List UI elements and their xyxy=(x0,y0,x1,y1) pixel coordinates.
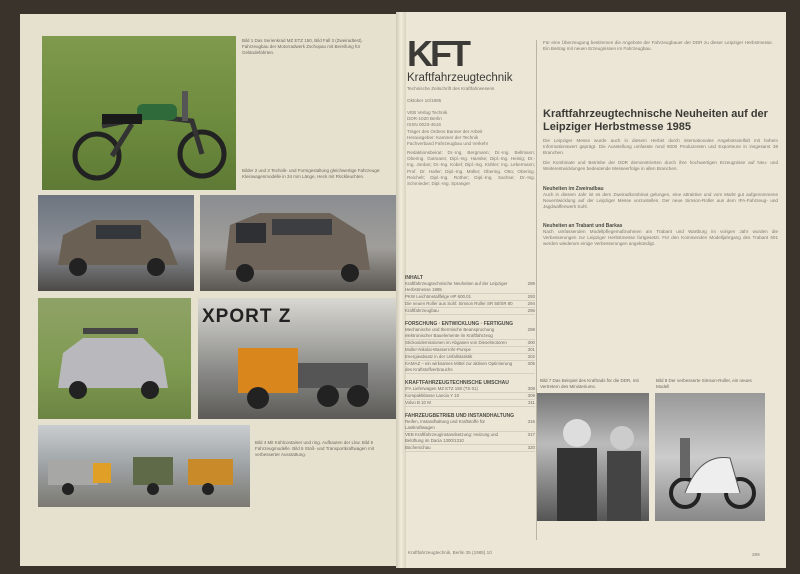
toc-entry xyxy=(405,432,535,445)
caption-bild-8: Bild 8 Der verbesserte Simson-Roller, ein neues Modell xyxy=(656,378,752,389)
toc-entry-title: Volvo B 10 M xyxy=(405,400,431,405)
photo-scooter xyxy=(655,393,765,521)
toc-entry-title: IFA Lieferwagen MZ ETZ 150 (TS 01) xyxy=(405,386,478,391)
toc-entry-title: Muller-Nikolai-Wasserrohr-Pumpe xyxy=(405,347,471,352)
toc-entry xyxy=(405,354,535,361)
article-intro: Für eine Überzeugung bestimmen die Angebote der Fahrzeugbauer der DDR zu dieser Leipziger Herbstmesse. Ein Beitrag mit neuen Erzeugnissen im Fahrzeugbau. xyxy=(543,40,773,52)
publisher-line: VEB Verlag Technik xyxy=(407,110,448,115)
caption-bild-2-3: Bilder 2 und 3 Technik- und Formgestaltung gleichwertige Fahrzeuge: Kleinwagenmodelle in 34 mm Länge, Heck mit Rückleuchten. xyxy=(242,168,381,179)
toc-entry-title: Kompaktklasse Lancia Y 10 xyxy=(405,393,460,398)
publisher-line: Fachverband Fahrzeugbau und Verkehr xyxy=(407,141,489,147)
toc-entry-page: 316 xyxy=(527,419,535,424)
toc-entry-page: 296 xyxy=(527,308,535,313)
toc-entry-title: VEB Kraftfahrzeuginstandsetzung: Heizung und Belüftung im Dacia 1300/1310 xyxy=(405,432,498,443)
toc-entry-page: 298 xyxy=(527,327,535,332)
photo-motorcycle xyxy=(42,36,236,190)
toc-entry xyxy=(405,301,535,308)
toc-entry-page: 308 xyxy=(527,386,535,391)
toc-entry-title: Energieabsatz in der Unfallstatistik xyxy=(405,354,473,359)
table-of-contents xyxy=(405,275,535,452)
toc-entry xyxy=(405,419,535,432)
magazine-title: Kraftfahrzeugtechnik xyxy=(407,72,513,84)
toc-entry-title: KAMAZ – ein wirksames Mittel zur aktiven Optimierung des Kraftstoffverbrauchs xyxy=(405,361,513,372)
toc-entry xyxy=(405,445,535,452)
article-heading: Kraftfahrzeugtechnische Neuheiten auf der Leipziger Herbstmesse 1985 xyxy=(543,108,768,133)
toc-entry-page: 302 xyxy=(527,354,535,359)
caption-bild-1: Bild 1 Das Serienkrad MZ ETZ 150, Bild Fall 3 (Zweiradtest). Fahrzeugbau der Motorradwerk Zschopau mit Bereifung für Geländefahrten. xyxy=(242,38,363,55)
magazine-subtitle: Technische Zeitschrift des Kraftfahrwesens xyxy=(407,86,495,91)
toc-entry xyxy=(405,400,535,407)
toc-entry-page: 317 xyxy=(527,432,535,437)
publisher-line: Träger des Ordens Banner der Arbeit xyxy=(407,128,483,134)
publisher-line: ISSN 0023-4516 xyxy=(407,122,441,128)
toc-entry-page: 294 xyxy=(527,301,535,306)
photo-vehicles-yard xyxy=(38,425,250,507)
motorcycle-icon xyxy=(42,36,236,190)
toc-entry xyxy=(405,327,535,340)
footer-citation: Kraftfahrzeugtechnik, Berlin 35 (1985) 10 xyxy=(408,550,492,555)
toc-entry-title: Stickoxidemissionen im Abgasen von Dieselmotoren xyxy=(405,340,507,345)
toc-entry-page: 311 xyxy=(528,400,535,405)
toc-entry-page: 305 xyxy=(527,361,535,366)
toc-entry xyxy=(405,386,535,393)
photo-truck xyxy=(198,298,396,419)
toc-section-heading: KRAFTFAHRZEUGTECHNISCHE UMSCHAU xyxy=(405,380,509,386)
subheading-trabant: Neuheiten an Trabant und Barkas xyxy=(543,222,623,229)
toc-entry-page: 293 xyxy=(527,294,535,299)
publisher-info xyxy=(407,110,537,147)
article-body xyxy=(543,138,778,247)
toc-entry xyxy=(405,393,535,400)
toc-entry-page: 320 xyxy=(527,445,535,450)
caption-bild-7: Bild 7 Das Beispiel des Kraftrads für die DDR, mit Vertretern des Ministeriums. xyxy=(540,378,639,389)
toc-entry-page: 300 xyxy=(527,340,535,345)
photo-officials xyxy=(537,393,649,521)
page-number: 289 xyxy=(752,552,760,557)
toc-entry-title: Mechanische und thermische Beanspruchung elektronischer Bauelemente im Kraftfahrzeug xyxy=(405,327,495,338)
toc-entry-title: Kraftfahrzeugbau xyxy=(405,308,439,313)
publisher-line: Herausgeber: Kammer der Technik xyxy=(407,134,479,140)
toc-entry-title: PKW Leichtmetallfelge HP 600.01 xyxy=(405,294,472,299)
photo-car-rear xyxy=(200,195,396,291)
toc-entry xyxy=(405,294,535,301)
article-paragraph: Auch in diesem Jahr ist es dem Zweiradkombinat gelungen, eine attraktive und vom Markt gut aufgenommene Neuentwicklung auf der Leipziger Messe vorzustellen. Der neue Simson-Roller aus dem IFA-Fahrzeug- und Jagdwaffenwerk Suhl. xyxy=(543,192,778,210)
article-paragraph: Nach umfassenden Modellpflegemaßnahmen am Trabant und Wartburg im vorigen Jahr wurden die Verbesserungen zur Leipziger Herbstmesse fortgesetzt. Für den Kommenden Modelljahrgang des Trabant 601 werden wiederum einige Verbesserungen angekündigt. xyxy=(543,228,778,247)
toc-entry xyxy=(405,308,535,315)
publisher-line: DDR-1020 Berlin xyxy=(407,116,442,122)
toc-entry-title: Kraftfahrzeugtechnische Neuheiten auf der Leipziger Herbstmesse 1985 xyxy=(405,281,508,292)
caption-bild-4-6: Bild 4 Mit Kühlcontainer und ring. Aufbauten der Lkw. Bild 5 Fahrzeugmodelle. Bild 6 Stoß- und Transportkraftwagen mit verbesserter Ausstattung. xyxy=(255,440,375,457)
photo-car-side xyxy=(38,195,194,291)
kft-logo: KFT xyxy=(407,33,468,74)
toc-entry-title: Reifen, Instandhaltung und Kraftstoffe für Lastkraftwagen xyxy=(405,419,485,430)
toc-section-heading: FORSCHUNG · ENTWICKLUNG · FERTIGUNG xyxy=(405,321,514,327)
toc-entry-page: 301 xyxy=(527,347,535,352)
article-paragraph: Die Kombinate und Betriebe der DDR demonstrierten durch ihre hochwertigen Erzeugnisse auf Neu- und Weiterentwicklungen bedeutende Messeerfolge in allen Branchen. xyxy=(543,159,778,171)
toc-entry xyxy=(405,340,535,347)
toc-entry xyxy=(405,281,535,294)
toc-entry-page: 309 xyxy=(527,393,535,398)
photo-station-wagon xyxy=(38,298,191,419)
article-paragraph: Die Leipziger Messe wurde auch in diesem Herbst durch internationales Angebotsvielfalt mit hohem Informationswert geprägt. Die Ausstellung umfasste rund 6000 Produzenten und Exporteure in insgesamt 38 Branchen. xyxy=(543,138,778,156)
toc-section-heading: FAHRZEUGBETRIEB UND INSTANDHALTUNG xyxy=(405,413,514,419)
toc-entry xyxy=(405,347,535,354)
toc-entry-title: Bücherschau xyxy=(405,445,431,450)
subheading-zweiradbau: Neuheiten im Zweiradbau xyxy=(543,186,604,193)
toc-entry-page: 289 xyxy=(527,281,535,286)
toc-title: INHALT xyxy=(405,275,423,281)
toc-entry-title: Die neuen Roller aus Suhl: Simson Roller SR 50/SR 80 xyxy=(405,301,513,306)
toc-entry xyxy=(405,361,535,374)
editorial-board: Redaktionsbeirat: Dr.-Ing. Bergmann; Dr.-Ing. Bellmann; Obering. Gutmann; Dipl.-Ing. Hanske; Dipl.-Ing. Heinig; Dr.-Ing. Jordan; Dr.-Ing. Kobel; Dipl.-Ing. Kühler; Ing. Lebermann; Prof. Dr. Haller; Dipl.-Ing. Müller; Obering. Otto; Obering. Reichelt; Dipl.-Ing. Rother; Dipl.-Ing. Sachse; Dr.-Ing. Schmieder; Dipl.-Ing. Spranger xyxy=(407,150,535,187)
export-sign-text: XPORT Z xyxy=(202,306,292,327)
issue-date: Oktober 10/1985 xyxy=(407,98,442,103)
